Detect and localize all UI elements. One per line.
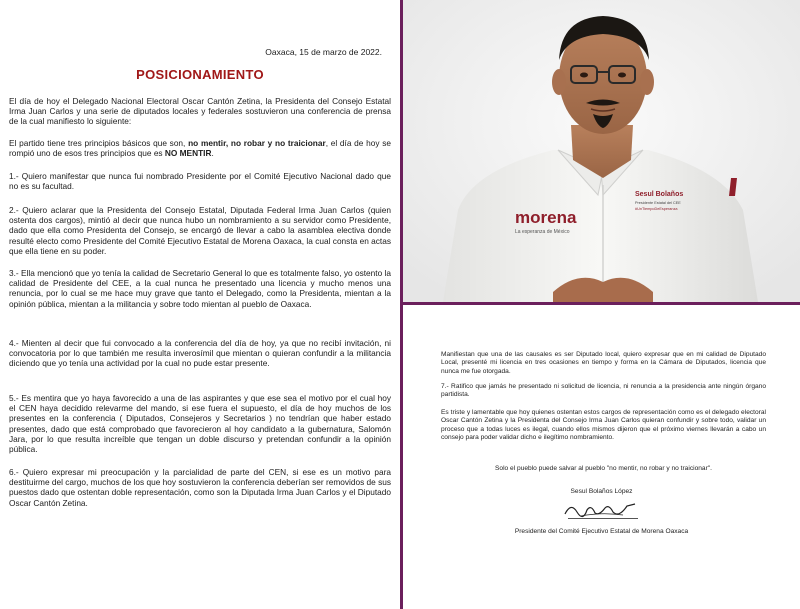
shirt-tag: #UnTiempoDeEsperanza xyxy=(635,207,678,211)
principles-bold: no mentir, no robar y no traicionar xyxy=(188,138,326,148)
principles-bold-2: NO MENTIR xyxy=(164,148,212,159)
signature-line xyxy=(568,518,638,519)
closing-line: Solo el pueblo puede salvar al pueblo "no mentir, no robar y no traicionar". xyxy=(495,465,712,472)
shirt-logo: morena xyxy=(515,208,577,227)
portrait-illustration xyxy=(403,0,800,302)
paragraph-2: 2.- Quiero aclarar que la Presidenta del Consejo Estatal, Diputada Federal Irma Juan Carlos (quien ostenta dos cargos), mintió al decir que nunca hubo un nombramiento a su servidor como Presidente, dado que ella como Presidenta del Consejo, se encargó de llevar a cabo la asamblea electiva donde resulté electo como Presidente del Comité Ejecutivo Estatal de Morena Oaxaca, la cual consta en actas que ella tiene en su poder. xyxy=(9,205,391,256)
shirt-role: Presidente Estatal del CEE xyxy=(635,201,681,205)
paragraph-6: 6.- Quiero expresar mi preocupación y la parcialidad de parte del CEN, si ese es un motivo para destituirme del cargo, muchos de los que hoy sostuvieron la conferencia deberían ser removidos de sus puestos dado que ostentan doble representación, como son la Diputada Irma Juan Carlos y el Diputado Oscar Cantón Zetina. xyxy=(9,467,391,508)
principles-text-b: , el día de hoy se rompió uno de esos tres principios que es xyxy=(9,138,391,159)
paragraph-3: 3.- Ella mencionó que yo tenía la calidad de Secretario General lo que es totalmente falso, yo ostento la calidad de Presidente del CEE, a la cual nunca he presentado una licencia y mucho menos una renuncia, por lo cual se me hace muy grave que tanto el Delegado, como la Presidenta, mientan a la opinión pública, mientan a la militancia y sobre todo mientan al pueblo de Oaxaca. xyxy=(9,268,391,309)
letter-page-right xyxy=(403,305,800,609)
letter-title: POSICIONAMIENTO xyxy=(136,67,264,82)
paragraph-5: 5.- Es mentira que yo haya favorecido a una de las aspirantes y que ese sea el motivo por el cual hoy el CEN haya decidido relevarme del mando, si ese fuera el supuesto, el día de hoy muchos de los presentes en la conferencia ( Diputados, Consejeros y Secretarios ) no tendrían que haber estado presentes, dado que está comprobado que favorecieron al hoy candidato a la gubernatura, Salomón Jara, por lo que resulta increíble que tengan un doble discurso y pretendan confundir a la opinión pública. xyxy=(9,393,391,455)
principles-text-a: El partido tiene tres principios básicos que son, xyxy=(9,138,189,148)
principles-end: . xyxy=(211,148,214,159)
signer-role: Presidente del Comité Ejecutivo Estatal de Morena Oaxaca xyxy=(514,528,689,535)
paragraph-1: 1.- Quiero manifestar que nunca fui nombrado Presidente por el Comité Ejecutivo Nacional dado que no es su facultad. xyxy=(9,171,391,192)
paragraph-7: 7.- Ratifico que jamás he presentado ni solicitud de licencia, ni renuncia a la presidencia ante ningún órgano partidista. xyxy=(441,383,766,399)
portrait-photo xyxy=(403,0,800,302)
shirt-name: Sesul Bolaños xyxy=(635,191,684,198)
paragraph-7a: Manifiestan que una de las causales es ser Diputado local, quiero expresar que en mi calidad de Diputado Local, presenté mi licencia en tres ocasiones en tiempo y forma en la Cámara de Diputados, licencia que nunca me fue otorgada. xyxy=(441,351,766,375)
signer-name: Sesul Bolaños López xyxy=(570,488,633,495)
shirt-slogan: La esperanza de México xyxy=(515,229,570,235)
letter-date: Oaxaca, 15 de marzo de 2022. xyxy=(265,47,382,57)
principles-paragraph xyxy=(9,138,391,158)
intro-paragraph: El día de hoy el Delegado Nacional Electoral Oscar Cantón Zetina, la Presidenta del Consejo Estatal Irma Juan Carlos y una serie de diputados locales y federales sostuvieron una conferencia de prensa de la cual manifiesto lo siguiente: xyxy=(9,96,391,127)
handwritten-signature xyxy=(561,498,641,520)
paragraph-8: Es triste y lamentable que hoy quienes ostentan estos cargos de representación como es el delegado electoral Oscar Cantón Zetina y la Presidenta del Consejo Irma Juan Carlos quieran confundir y sobre todo, validar un proceso que a todas luces es ilegal, cuando ellos mismos dijeron que el próximo viernes llevarán a cabo un consejo para poder validar dicho e ilegítimo nombramiento. xyxy=(441,409,766,442)
paragraph-4: 4.- Mienten al decir que fui convocado a la conferencia del día de hoy, ya que no recibí invitación, ni convocatoria por lo que también me resulta inverosímil que mientan o quieran confundir a la militancia diciendo que yo tenía una actividad por la cual no pude estar presente. xyxy=(9,338,391,369)
